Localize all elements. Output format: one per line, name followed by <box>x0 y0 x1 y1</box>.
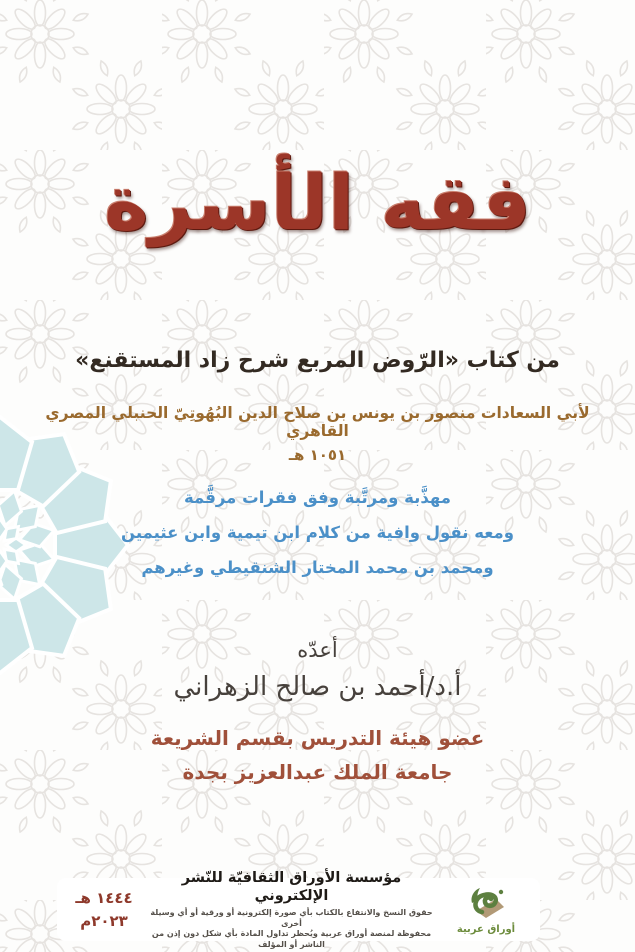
publication-dates <box>65 887 143 933</box>
publisher-footer-band <box>57 870 540 949</box>
death-year: ١٠٥١ هـ <box>288 446 347 464</box>
copyright-line-2: محفوظة لمنصة أوراق عربية ويُحظر تداول المادة بأي شكل دون إذن من الناشر أو المؤلف <box>151 929 432 949</box>
awraq-arabia-logo-icon <box>462 885 510 923</box>
hijri-year: ١٤٤٤ هـ <box>75 888 133 907</box>
feature-line-3: ومحمد بن محمد المختار الشنقيطي وغيرهم <box>141 558 494 577</box>
gregorian-year: ٢٠٢٣م <box>80 911 128 930</box>
prepared-by-label: أعدّه <box>297 638 338 662</box>
feature-line-1: مهذَّبة ومرتَّبة وفق فقرات مرقَّمة <box>184 488 451 507</box>
publisher-logo-text: أوراق عربية <box>456 923 516 935</box>
source-book-line: من كتاب «الرّوض المربع شرح زاد المستقنع» <box>75 348 560 373</box>
edition-features <box>0 480 635 585</box>
publisher-name: مؤسسة الأوراق الثقافيّة للنّشر الإلكتروني <box>181 870 402 904</box>
original-author-line: لأبي السعادات منصور بن يونس بن صلاح الدين البُهُوتِيّ الحنبلي المصري القاهري <box>45 404 590 440</box>
publisher-logo <box>440 885 532 935</box>
author-name: أ.د/أحمد بن صالح الزهراني <box>173 672 462 702</box>
feature-line-2: ومعه نقول وافية من كلام ابن تيمية وابن عثيمين <box>121 523 514 542</box>
publisher-info <box>143 869 440 950</box>
copyright-line-1: حقوق النسخ والانتفاع بالكتاب بأي صورة إلكترونية أو ورقية أو أي وسيلة أخرى <box>150 908 433 928</box>
book-title: فقه الأسرة <box>103 158 532 247</box>
copyright-notice <box>147 908 436 950</box>
author-role: عضو هيئة التدريس بقسم الشريعة <box>150 726 485 750</box>
author-affiliation: جامعة الملك عبدالعزيز بجدة <box>182 760 453 784</box>
